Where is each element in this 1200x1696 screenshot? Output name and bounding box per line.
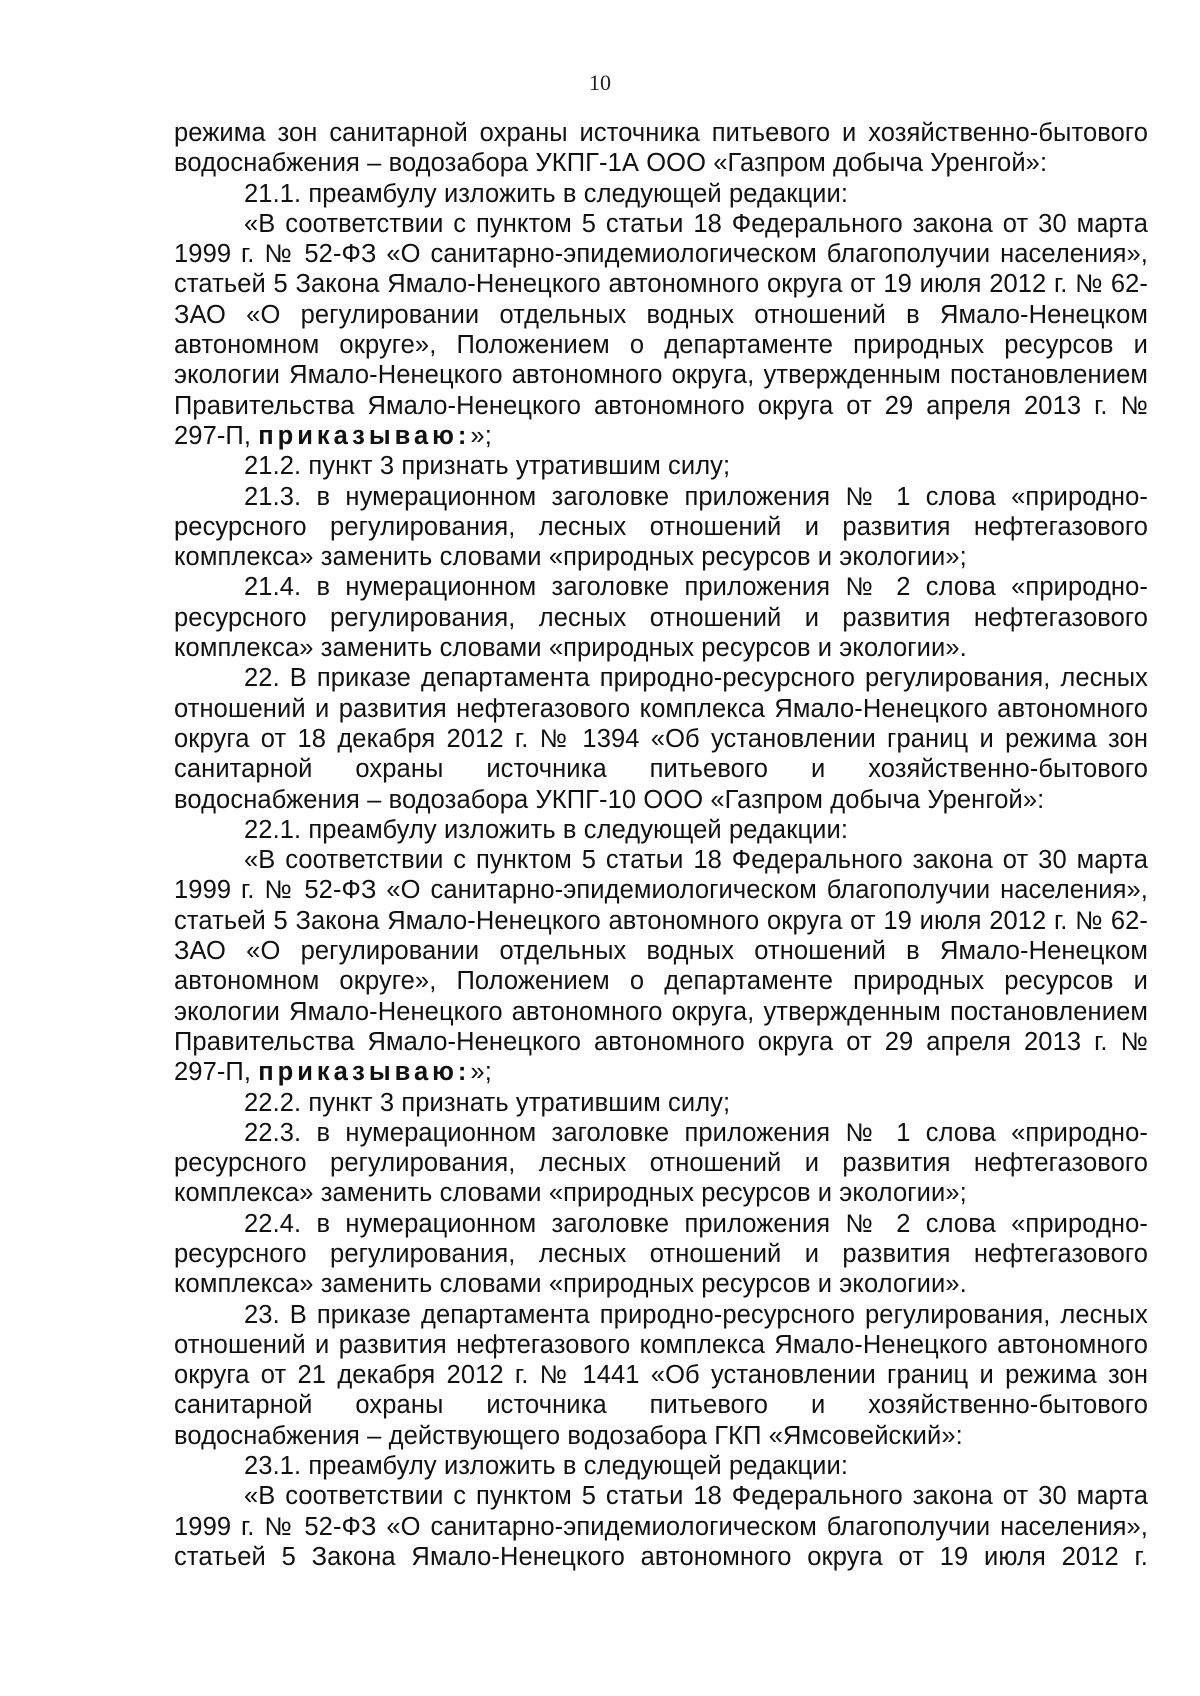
paragraph-22-3: 22.3. в нумерационном заголовке приложения № 1 слова «природно-ресурсного регулирования, лесных отношений и развития нефтегазового комплекса» заменить словами «природных ресурсов и экологии»; <box>174 1118 1148 1208</box>
paragraph-preamble-22 <box>174 845 1148 1087</box>
preamble-closing: »; <box>470 421 492 450</box>
paragraph-23: 23. В приказе департамента природно-ресурсного регулирования, лесных отношений и развития нефтегазового комплекса Ямало-Ненецкого автономного округа от 21 декабря 2012 г. № 1441 «Об установлении границ и режима зон санитарной охраны источника питьевого и хозяйственно-бытового водоснабжения – действующего водозабора ГКП «Ямсовейский»: <box>174 1300 1148 1450</box>
paragraph-22-2: 22.2. пункт 3 признать утратившим силу; <box>244 1088 731 1117</box>
page-number: 10 <box>589 70 611 95</box>
emphasis-order-word: приказываю: <box>258 421 471 450</box>
paragraph-continuation: режима зон санитарной охраны источника питьевого и хозяйственно-бытового водоснабжения – водозабора УКПГ-1А ООО «Газпром добыча Уренгой»: <box>174 119 1148 178</box>
preamble-text: «В соответствии с пунктом 5 статьи 18 Федерального закона от 30 марта 1999 г. № 52-ФЗ «О санитарно-эпидемиологическом благополучии населения», статьей 5 Закона Ямало-Ненецкого автономного округа от 19 июля 2012 г. № 62-ЗАО «О регулировании отдельных водных отношений в Ямало-Ненецком автономном округе», Положением о департаменте природных ресурсов и экологии Ямало-Ненецкого автономного округа, утвержденным постановлением Правительства Ямало-Ненецкого автономного округа от 29 апреля 2013 г. № 297-П, <box>174 846 1148 1087</box>
preamble-text: «В соответствии с пунктом 5 статьи 18 Федерального закона от 30 марта 1999 г. № 52-ФЗ «О санитарно-эпидемиологическом благополучии населения», статьей 5 Закона Ямало-Ненецкого автономного округа от 19 июля 2012 г. № 62-ЗАО «О регулировании отдельных водных отношений в Ямало-Ненецком автономном округе», Положением о департаменте природных ресурсов и экологии Ямало-Ненецкого автономного округа, утвержденным постановлением Правительства Ямало-Ненецкого автономного округа от 29 апреля 2013 г. № 297-П, <box>174 209 1148 450</box>
paragraph-preamble-21 <box>174 209 1148 451</box>
paragraph-22-4: 22.4. в нумерационном заголовке приложения № 2 слова «природно-ресурсного регулирования, лесных отношений и развития нефтегазового комплекса» заменить словами «природных ресурсов и экологии». <box>174 1209 1148 1299</box>
paragraph-21-2: 21.2. пункт 3 признать утратившим силу; <box>244 452 731 481</box>
paragraph-22: 22. В приказе департамента природно-ресурсного регулирования, лесных отношений и развития нефтегазового комплекса Ямало-Ненецкого автономного округа от 18 декабря 2012 г. № 1394 «Об установлении границ и режима зон санитарной охраны источника питьевого и хозяйственно-бытового водоснабжения – водозабора УКПГ-10 ООО «Газпром добыча Уренгой»: <box>174 664 1148 814</box>
paragraph-21-4: 21.4. в нумерационном заголовке приложения № 2 слова «природно-ресурсного регулирования, лесных отношений и развития нефтегазового комплекса» заменить словами «природных ресурсов и экологии». <box>174 573 1148 663</box>
paragraph-22-1: 22.1. преамбулу изложить в следующей редакции: <box>244 815 849 844</box>
paragraph-21-3: 21.3. в нумерационном заголовке приложения № 1 слова «природно-ресурсного регулирования, лесных отношений и развития нефтегазового комплекса» заменить словами «природных ресурсов и экологии»; <box>174 482 1148 572</box>
preamble-closing: »; <box>470 1058 492 1087</box>
paragraph-23-1: 23.1. преамбулу изложить в следующей редакции: <box>244 1452 849 1481</box>
document-body <box>174 118 1148 1572</box>
emphasis-order-word: приказываю: <box>258 1058 471 1087</box>
paragraph-preamble-23: «В соответствии с пунктом 5 статьи 18 Федерального закона от 30 марта 1999 г. № 52-ФЗ «О санитарно-эпидемиологическом благополучии населения», статьей 5 Закона Ямало-Ненецкого автономного округа от 19 июля 2012 г. <box>174 1482 1148 1571</box>
paragraph-21-1: 21.1. преамбулу изложить в следующей редакции: <box>244 179 849 208</box>
